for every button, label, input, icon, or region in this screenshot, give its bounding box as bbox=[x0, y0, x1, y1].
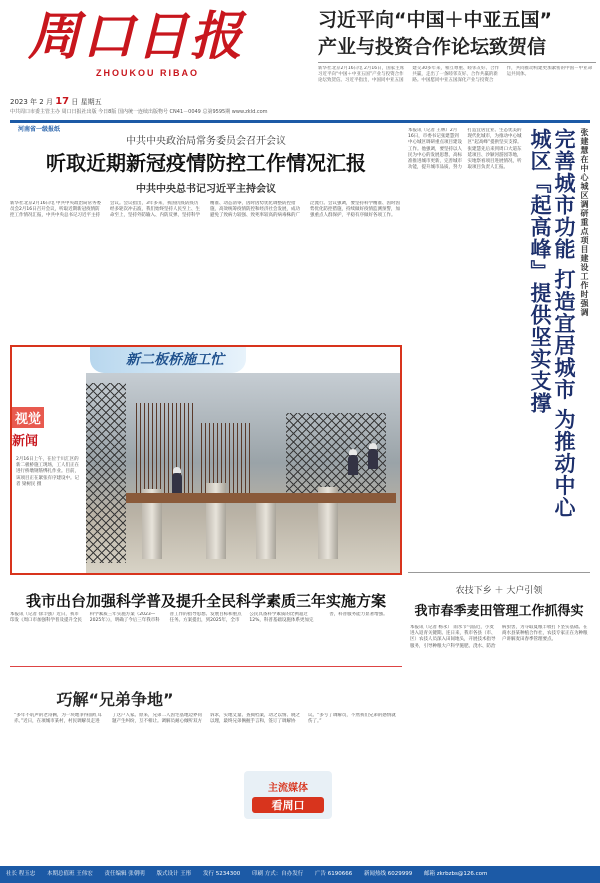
lead-body: 新华社北京2月16日电 中共中央政治局常务委员会2月16日召开会议，听取近期新冠疫情防控工作情况汇报，中共中央总书记习近平主持会议。会议指出，3年多来，我国抗疫防疫历经多轮次冲击波，我们始终坚持人民至上、生命至上，坚持外防输入、内防反弹，坚持科学精准、动态清零，因时因势优化调整防控措施，高效统筹疫情防控和经济社会发展，成功避免了致病力较强、致死率较高的病毒株的广泛流行。会议强调，要坚持科学精准、因时因势优化防控措施，持续做好疫情监测预警，加强重点人群保护，平稳有序做好各项工作。 bbox=[10, 201, 400, 219]
footer-item: 本期总值班 王伟宏 bbox=[47, 871, 93, 877]
newspaper-logo bbox=[28, 4, 268, 70]
promo-box[interactable] bbox=[244, 771, 332, 819]
publication-info: 中共周口市委主管主办 周口日报社出版 今日8版 国内统一连续出版物号 CN41－0049 总第9595期 www.zkld.com bbox=[10, 109, 268, 115]
visual-tag-1: 视觉 bbox=[12, 407, 44, 428]
date-text: 2023 年 2 月 bbox=[10, 98, 53, 106]
agri-headline[interactable]: 我市春季麦田管理工作抓得实 bbox=[414, 604, 584, 619]
promo-line2: 看周口 bbox=[252, 797, 324, 813]
feature-body: “多年不吭声的老哥俩，为一块地争得面红耳赤。”近日，在项城市某村，村民调解员走进了这户人家。原来，兄弟二人因宅基地边界问题产生纠纷，互不相让。调解员耐心倾听双方诉求，实地丈量、查阅档案，动之以情、晓之以理，最终兄弟俩握手言和，签订了调解协议。“多亏了调解员，不然我们兄弟的感情就伤了。” bbox=[14, 713, 396, 725]
top-headline bbox=[318, 8, 600, 60]
lead-article bbox=[10, 128, 402, 319]
promo-line1: 主流媒体 bbox=[268, 783, 308, 794]
right-feature bbox=[408, 128, 590, 568]
worker bbox=[172, 473, 182, 493]
level-tag: 河南省一级报纸 bbox=[18, 126, 61, 133]
footer-item: 印刷 方式：自办发行 bbox=[252, 871, 304, 877]
top-article-body: 新华社北京2月16日电 2月16日，国家主席习近平向“中国＋中亚五国”产业与投资合作论坛致贺信。习近平指出，中国同中亚五国建交30多年来，相互尊重、睦邻友好、合作共赢，走出了一条睦邻友好、合作共赢的新路。中国愿同中亚五国深化产业与投资合作，共同推动构建更加紧密的中国－中亚命运共同体。 bbox=[318, 66, 593, 83]
header-rule bbox=[10, 120, 590, 123]
visual-tag-2: 新闻 bbox=[12, 434, 39, 449]
science-headline[interactable]: 我市出台加强科学普及提升全民科学素质三年实施方案 bbox=[25, 592, 386, 610]
construction-photo[interactable] bbox=[86, 373, 400, 573]
worker bbox=[348, 455, 358, 475]
footer-item: 新闻热线 6029999 bbox=[364, 871, 413, 877]
photo-news-block bbox=[10, 345, 402, 575]
bridge-beam bbox=[126, 493, 396, 503]
lead-subhead: 中共中央总书记习近平主持会议 bbox=[136, 184, 276, 195]
rebar-column bbox=[136, 403, 196, 503]
photo-label-text: 新二板桥施工忙 bbox=[126, 352, 224, 368]
lead-kicker: 中共中央政治局常务委员会召开会议 bbox=[126, 136, 286, 147]
bridge-pillar bbox=[256, 495, 276, 559]
footer-bar bbox=[0, 866, 600, 883]
right-feature-body: 本报讯（记者 王林）2月16日，市委书记张建慧到中心城区调研重点项目建设工作。他强调，要坚持以人民为中心的发展思想，高标准推进城市更新，完善城市功能，提升城市品质，努力打造宜居宜业、生态优美的现代化城市，为推动中心城区“起高峰”提供坚实支撑。张建慧先后来到周口大道东延项目、沙颍河游园等地，实地察看项目进展情况，听取项目负责人汇报。 bbox=[408, 128, 522, 171]
footer-item: 版式设计 王彤 bbox=[156, 871, 192, 877]
date-day: 17 bbox=[55, 96, 70, 107]
right-feature-headline[interactable]: 完善城市功能 打造宜居城市 为推动中心城区『起高峰』提供坚实支撑 bbox=[528, 128, 576, 519]
agri-kicker: 农技下乡 ＋ 大户引领 bbox=[455, 586, 543, 596]
date-weekday: 日 星期五 bbox=[71, 98, 102, 106]
agri-body: 本报讯（记者 杨永） 雨水节气临近，小麦进入返青关键期。连日来，我市各县（市、区）农技人员深入田间地头，开展技术指导服务，引导种粮大户科学施肥、浇水、防治病虫害，为夺取夏粮丰收打下坚实基础。在商水县某种植合作社，农技专家正在为种粮户讲解麦田春季管理要点。 bbox=[410, 625, 588, 649]
feature-headline[interactable]: 巧解“兄弟争地” bbox=[56, 690, 174, 709]
masthead bbox=[0, 0, 600, 110]
worker bbox=[368, 449, 378, 469]
footer-item: 责任编辑 张朝明 bbox=[104, 871, 145, 877]
science-body: 本报讯（记者 徐丰强）近日，我市印发《周口市加强科学普及提升全民科学素质三年实施方案（2023—2025年）》，明确了今后三年我市科普工作的指导思想、发展目标和重点任务。方案提出，到2025年，全市公民具备科学素质的比例超过12%，科普基础设施体系更加完善，科普服务能力显著增强。 bbox=[10, 612, 388, 624]
dateline bbox=[10, 96, 310, 118]
logo-pinyin: ZHOUKOU RIBAO bbox=[96, 68, 199, 78]
agri-article bbox=[408, 572, 590, 862]
crane-truss-left bbox=[86, 383, 126, 563]
right-feature-intro: 张建慧在中心城区调研重点项目建设工作时强调 bbox=[580, 128, 589, 317]
top-headline-line2: 产业与投资合作论坛致贺信 bbox=[318, 36, 547, 58]
logo-text: 周口日报 bbox=[28, 6, 245, 67]
footer-item[interactable]: 邮箱 zkrbzbs@126.com bbox=[424, 871, 488, 877]
visual-news-tag bbox=[12, 407, 68, 449]
feature-article bbox=[10, 666, 402, 862]
footer-item: 社长 程玉忠 bbox=[6, 871, 36, 877]
footer-item: 广告 6190666 bbox=[315, 871, 353, 877]
top-headline-line1: 习近平向“中国＋中亚五国” bbox=[318, 9, 552, 31]
footer-item: 发行 5234300 bbox=[203, 871, 241, 877]
photo-caption: 2月16日上午，在位于川汇区的新二板桥施工现场，工人们正在进行桥墩钢筋绑扎作业。目前，该项目正在紧张有序建设中。记者 梁树民 摄 bbox=[16, 457, 79, 487]
photo-label bbox=[90, 347, 246, 373]
top-divider bbox=[318, 62, 596, 63]
lead-headline[interactable]: 听取近期新冠疫情防控工作情况汇报 bbox=[46, 151, 366, 175]
